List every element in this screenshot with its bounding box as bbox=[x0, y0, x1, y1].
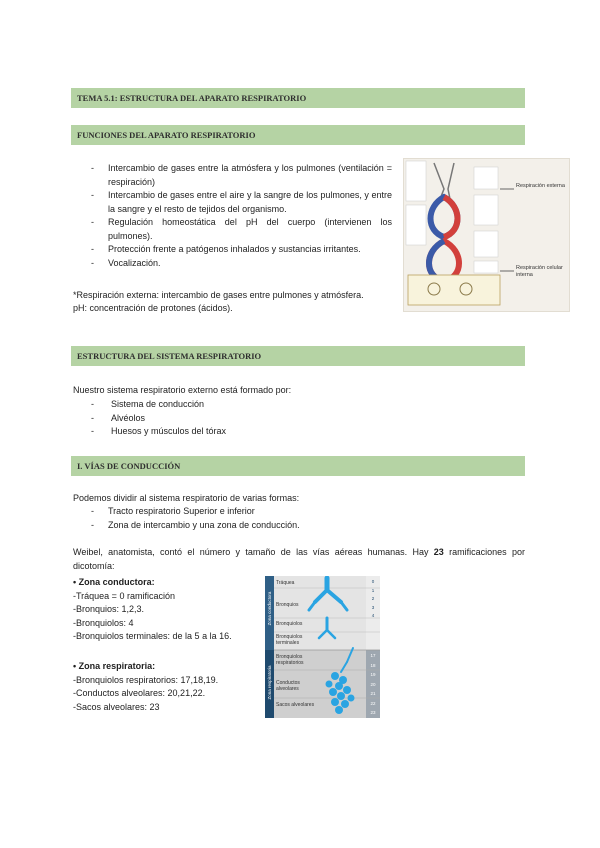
note-respiracion-externa: *Respiración externa: intercambio de gases entre pulmones y atmósfera. bbox=[73, 290, 364, 300]
list-item: -Sacos alveolares: 23 bbox=[73, 701, 160, 712]
list-item: - Alvéolos bbox=[91, 412, 391, 426]
generation-number: 19 bbox=[370, 672, 376, 677]
page-title: TEMA 5.1: ESTRUCTURA DEL APARATO RESPIRATORIO bbox=[71, 88, 525, 108]
weibel-number: 23 bbox=[433, 547, 444, 557]
label-respiracion-externa: Respiración externa bbox=[516, 183, 565, 189]
label-zona-conductora: Zona conductora bbox=[267, 591, 272, 626]
vias-list bbox=[91, 505, 421, 532]
section-heading-estructura: ESTRUCTURA DEL SISTEMA RESPIRATORIO bbox=[71, 346, 525, 366]
list-item: -Tráquea = 0 ramificación bbox=[73, 590, 175, 601]
generation-number: 23 bbox=[370, 710, 376, 715]
estructura-intro: Nuestro sistema respiratorio externo está formado por: bbox=[73, 385, 292, 395]
airway-diagram-svg bbox=[265, 576, 380, 718]
generation-number: 3 bbox=[371, 604, 375, 610]
note-ph: pH: concentración de protones (ácidos). bbox=[73, 303, 233, 313]
list-item: - Zona de intercambio y una zona de conducción. bbox=[91, 519, 421, 533]
list-item: -Bronquiolos: 4 bbox=[73, 617, 134, 628]
list-item: -Bronquiolos respiratorios: 17,18,19. bbox=[73, 674, 219, 685]
generation-number: 1 bbox=[371, 587, 375, 593]
row-label-bronquiolos-respiratorios: Bronquiolos respiratorios bbox=[276, 654, 304, 666]
generation-number: 2 bbox=[371, 596, 375, 601]
generation-number: 18 bbox=[370, 662, 376, 668]
list-item: - Vocalización. bbox=[91, 257, 392, 271]
list-item: - Sistema de conducción bbox=[91, 398, 391, 412]
label-respiracion-celular: Respiración celular interna bbox=[516, 265, 563, 278]
list-item: - Tracto respiratorio Superior e inferior bbox=[91, 505, 421, 519]
zona-respiratoria bbox=[73, 660, 263, 714]
generation-number: 17 bbox=[370, 653, 376, 658]
list-item: - Intercambio de gases entre la atmósfera y los pulmones (ventilación = respiración) bbox=[91, 162, 392, 189]
list-item: - Protección frente a patógenos inhalados y sustancias irritantes. bbox=[91, 243, 392, 257]
list-item: - Regulación homeostática del pH del cuerpo (intervienen los pulmones). bbox=[91, 216, 392, 243]
list-item: -Bronquiolos terminales: de la 5 a la 16. bbox=[73, 631, 232, 641]
row-label-conductos-alveolares: Conductos alveolares bbox=[276, 680, 300, 692]
list-item: - Huesos y músculos del tórax bbox=[91, 425, 391, 439]
list-item: -Bronquios: 1,2,3. bbox=[73, 604, 145, 614]
label-zona-respiratoria: Zona respiratoria bbox=[267, 665, 272, 700]
generation-number: 20 bbox=[370, 681, 376, 687]
estructura-list bbox=[91, 398, 391, 439]
row-label-bronquiolos: Bronquiolos bbox=[276, 621, 303, 627]
list-item: - Intercambio de gases entre el aire y la sangre de los pulmones, y entre la sangre y el resto de tejidos del organismo. bbox=[91, 189, 392, 216]
row-label-bronquios: Bronquios bbox=[276, 602, 299, 608]
generation-numbers-respiratoria bbox=[366, 651, 380, 718]
weibel-paragraph: Weibel, anatomista, contó el número y tamaño de las vías aéreas humanas. Hay 23 ramificaciones por dicotomía: bbox=[73, 547, 525, 571]
row-label-traquea: Tráquea bbox=[276, 580, 295, 586]
section-heading-vias: I. VÍAS DE CONDUCCIÓN bbox=[71, 456, 525, 476]
generation-number: 0 bbox=[371, 579, 375, 584]
zona-conductora bbox=[73, 576, 263, 644]
generation-number: 21 bbox=[370, 691, 376, 696]
list-item: -Conductos alveolares: 20,21,22. bbox=[73, 688, 206, 698]
zona-conductora-title: • Zona conductora: bbox=[73, 577, 155, 587]
funciones-list bbox=[91, 162, 392, 270]
respiration-diagram-svg bbox=[404, 159, 569, 311]
zona-respiratoria-title: • Zona respiratoria: bbox=[73, 661, 156, 671]
row-label-sacos-alveolares: Sacos alveolares bbox=[276, 702, 315, 708]
row-label-bronquiolos-terminales: Bronquiolos terminales bbox=[276, 634, 303, 646]
generation-number: 22 bbox=[370, 700, 376, 706]
generation-number: 4 bbox=[371, 613, 375, 618]
respiration-diagram bbox=[403, 158, 570, 312]
section-heading-funciones: FUNCIONES DEL APARATO RESPIRATORIO bbox=[71, 125, 525, 145]
vias-intro: Podemos dividir al sistema respiratorio de varias formas: bbox=[73, 493, 300, 503]
airway-branching-diagram bbox=[265, 576, 380, 718]
generation-numbers-conductora bbox=[366, 578, 380, 621]
